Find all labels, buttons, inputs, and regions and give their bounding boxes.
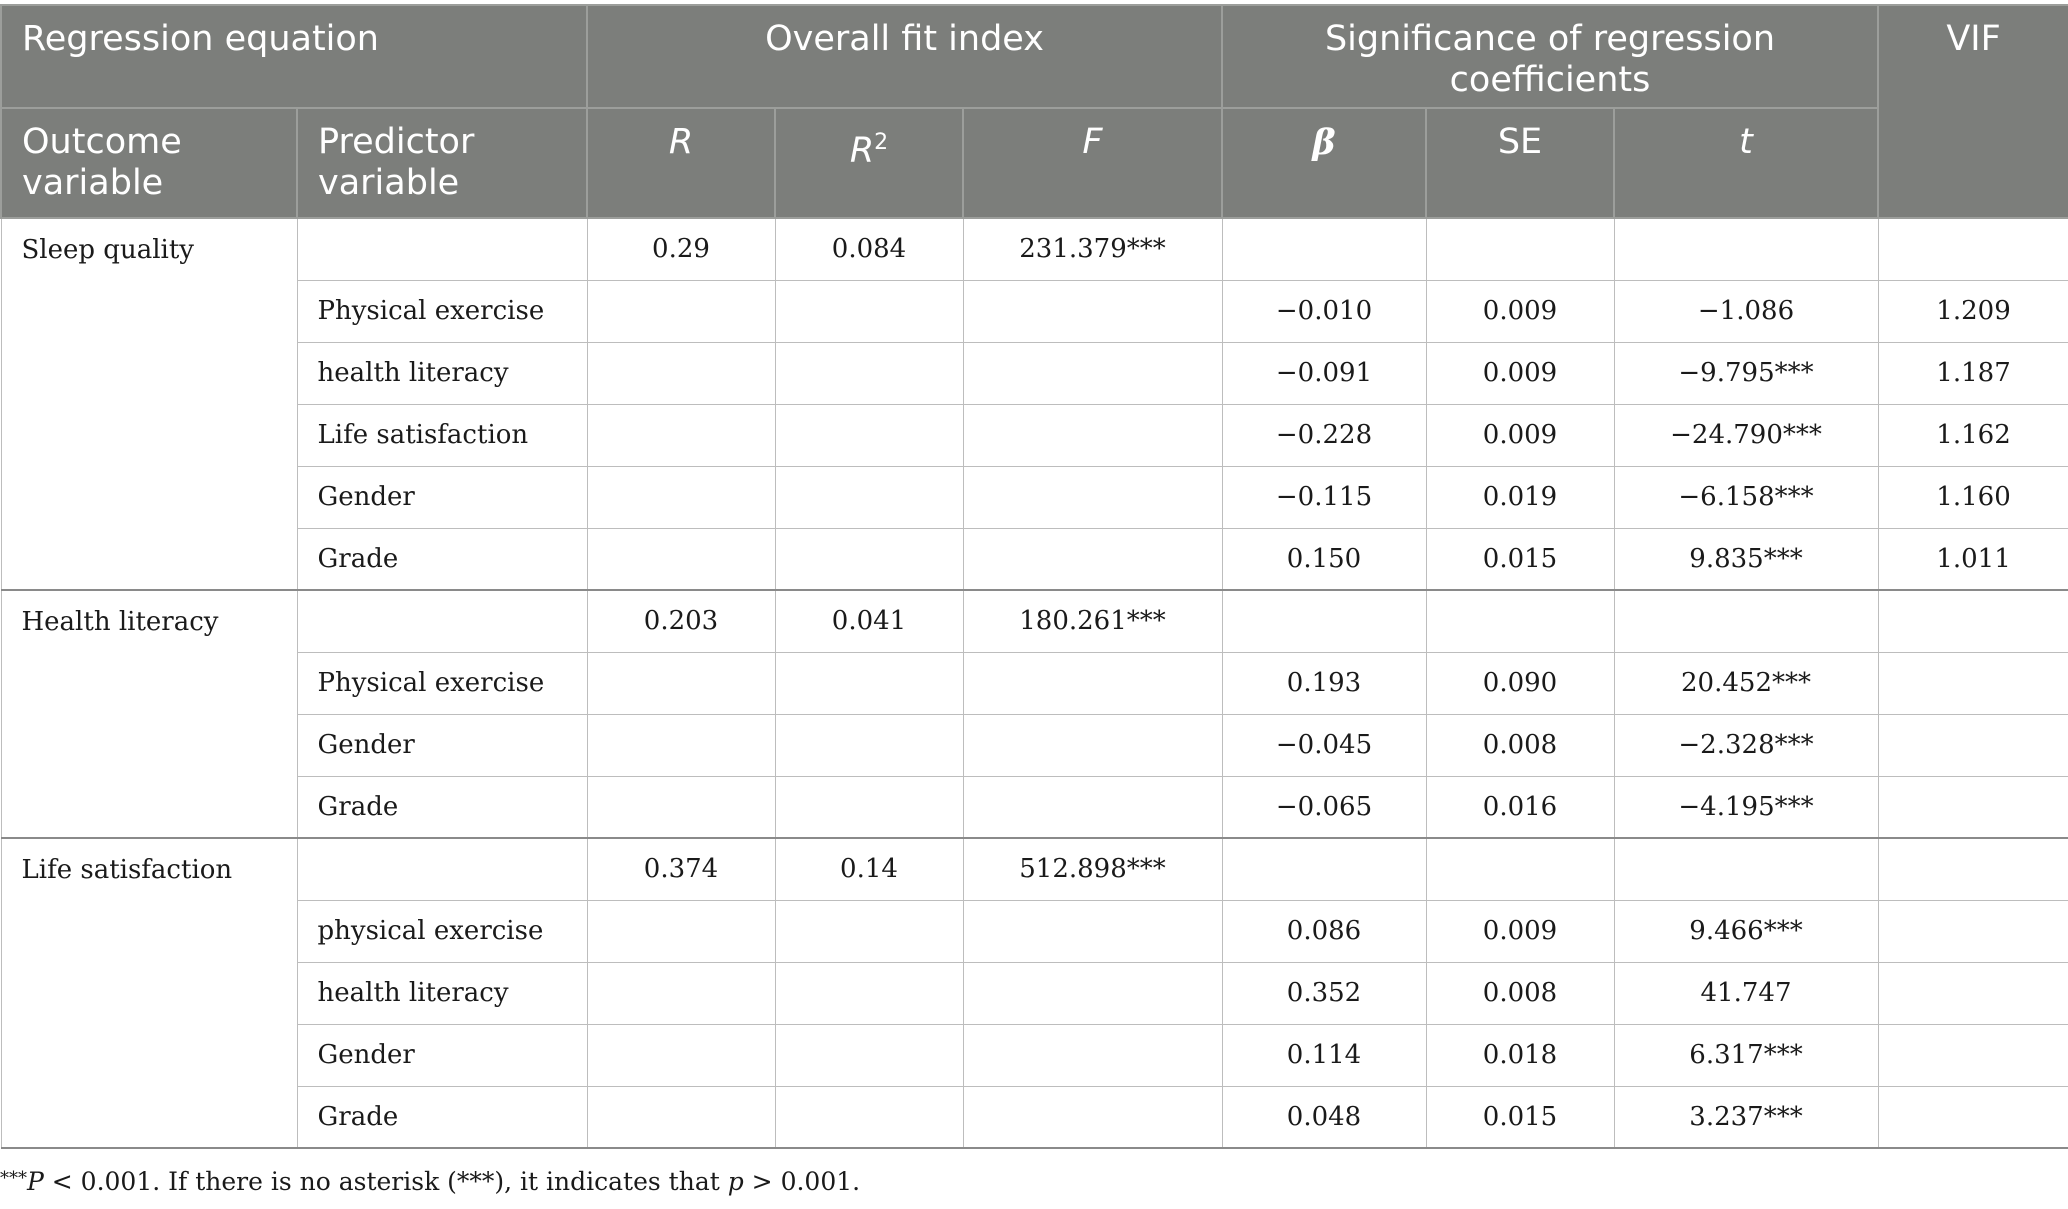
regression-table-container	[0, 4, 2068, 1196]
f-cell: 180.261***	[963, 590, 1222, 652]
vif-cell	[1878, 838, 2068, 900]
table-row	[1, 466, 2068, 528]
vif-cell	[1878, 652, 2068, 714]
f-cell: 231.379***	[963, 218, 1222, 280]
r-squared-cell: 0.084	[775, 218, 963, 280]
predictor-cell: Grade	[297, 776, 587, 838]
r-squared-cell	[775, 1086, 963, 1148]
se-cell: 0.016	[1426, 776, 1614, 838]
predictor-cell: Gender	[297, 714, 587, 776]
r-cell	[587, 528, 775, 590]
predictor-cell: Gender	[297, 1024, 587, 1086]
beta-cell: 0.086	[1222, 900, 1426, 962]
t-cell: 41.747	[1614, 962, 1878, 1024]
header-row-2	[1, 108, 2068, 218]
predictor-cell	[297, 838, 587, 900]
r-squared-cell	[775, 776, 963, 838]
se-cell	[1426, 218, 1614, 280]
r-cell	[587, 404, 775, 466]
se-cell: 0.009	[1426, 342, 1614, 404]
se-cell	[1426, 590, 1614, 652]
beta-cell: 0.114	[1222, 1024, 1426, 1086]
r-squared-cell: 0.14	[775, 838, 963, 900]
header-se: SE	[1426, 108, 1614, 218]
r-squared-cell	[775, 342, 963, 404]
predictor-cell: Life satisfaction	[297, 404, 587, 466]
vif-cell: 1.011	[1878, 528, 2068, 590]
header-t: t	[1614, 108, 1878, 218]
table-row	[1, 652, 2068, 714]
predictor-cell: physical exercise	[297, 900, 587, 962]
vif-cell	[1878, 714, 2068, 776]
t-cell: −1.086	[1614, 280, 1878, 342]
f-cell	[963, 404, 1222, 466]
r-cell: 0.203	[587, 590, 775, 652]
se-cell: 0.015	[1426, 1086, 1614, 1148]
header-overall-fit-index: Overall fit index	[587, 5, 1222, 108]
r-cell	[587, 962, 775, 1024]
r-squared-cell	[775, 280, 963, 342]
r-cell	[587, 652, 775, 714]
vif-cell: 1.187	[1878, 342, 2068, 404]
vif-cell	[1878, 590, 2068, 652]
beta-cell: −0.091	[1222, 342, 1426, 404]
t-cell	[1614, 838, 1878, 900]
r-cell	[587, 1024, 775, 1086]
predictor-cell: health literacy	[297, 342, 587, 404]
t-cell: −4.195***	[1614, 776, 1878, 838]
table-row	[1, 1086, 2068, 1148]
vif-cell: 1.162	[1878, 404, 2068, 466]
beta-cell	[1222, 218, 1426, 280]
se-cell: 0.009	[1426, 404, 1614, 466]
beta-cell: 0.193	[1222, 652, 1426, 714]
regression-table	[0, 4, 2068, 1149]
r-cell	[587, 900, 775, 962]
t-cell: −2.328***	[1614, 714, 1878, 776]
predictor-cell: Grade	[297, 528, 587, 590]
se-cell: 0.019	[1426, 466, 1614, 528]
r-squared-cell: 0.041	[775, 590, 963, 652]
vif-cell	[1878, 218, 2068, 280]
se-cell: 0.090	[1426, 652, 1614, 714]
t-cell: 6.317***	[1614, 1024, 1878, 1086]
r-squared-cell	[775, 1024, 963, 1086]
r-squared-cell	[775, 466, 963, 528]
predictor-cell: Grade	[297, 1086, 587, 1148]
header-predictor-variable: Predictor variable	[297, 108, 587, 218]
footnote-p-upper: P	[27, 1167, 44, 1196]
f-cell	[963, 776, 1222, 838]
beta-cell: −0.065	[1222, 776, 1426, 838]
footnote-p-lower: p	[727, 1167, 744, 1196]
r-cell	[587, 342, 775, 404]
f-cell	[963, 900, 1222, 962]
se-cell: 0.015	[1426, 528, 1614, 590]
r-squared-cell	[775, 962, 963, 1024]
table-row	[1, 900, 2068, 962]
f-cell	[963, 342, 1222, 404]
beta-cell: −0.010	[1222, 280, 1426, 342]
t-cell	[1614, 218, 1878, 280]
table-row	[1, 280, 2068, 342]
table-row	[1, 962, 2068, 1024]
vif-cell	[1878, 776, 2068, 838]
se-cell: 0.009	[1426, 280, 1614, 342]
predictor-cell: Gender	[297, 466, 587, 528]
se-cell: 0.008	[1426, 962, 1614, 1024]
se-cell: 0.009	[1426, 900, 1614, 962]
t-cell	[1614, 590, 1878, 652]
predictor-cell	[297, 590, 587, 652]
r-squared-cell	[775, 714, 963, 776]
r-squared-cell	[775, 652, 963, 714]
r-cell	[587, 714, 775, 776]
f-cell	[963, 280, 1222, 342]
table-row	[1, 838, 2068, 900]
beta-cell: −0.115	[1222, 466, 1426, 528]
header-r-squared-base: R	[849, 130, 875, 171]
table-body	[1, 218, 2068, 1148]
header-f: F	[963, 108, 1222, 218]
t-cell: −24.790***	[1614, 404, 1878, 466]
r-squared-cell	[775, 900, 963, 962]
outcome-variable-cell: Sleep quality	[1, 218, 297, 590]
predictor-cell: Physical exercise	[297, 652, 587, 714]
r-squared-cell	[775, 528, 963, 590]
f-cell	[963, 1024, 1222, 1086]
vif-cell	[1878, 962, 2068, 1024]
beta-cell: 0.150	[1222, 528, 1426, 590]
beta-cell: −0.228	[1222, 404, 1426, 466]
table-row	[1, 528, 2068, 590]
f-cell	[963, 962, 1222, 1024]
f-cell	[963, 714, 1222, 776]
t-cell: 20.452***	[1614, 652, 1878, 714]
table-footnote	[0, 1149, 2068, 1196]
header-r: R	[587, 108, 775, 218]
beta-cell	[1222, 590, 1426, 652]
beta-cell: 0.048	[1222, 1086, 1426, 1148]
header-regression-equation: Regression equation	[1, 5, 587, 108]
table-row	[1, 1024, 2068, 1086]
outcome-variable-cell: Health literacy	[1, 590, 297, 838]
table-row	[1, 404, 2068, 466]
r-squared-cell	[775, 404, 963, 466]
outcome-variable-cell: Life satisfaction	[1, 838, 297, 1148]
beta-cell: 0.352	[1222, 962, 1426, 1024]
header-outcome-variable: Outcome variable	[1, 108, 297, 218]
f-cell	[963, 466, 1222, 528]
table-row	[1, 218, 2068, 280]
r-cell: 0.374	[587, 838, 775, 900]
table-row	[1, 590, 2068, 652]
table-row	[1, 342, 2068, 404]
se-cell: 0.008	[1426, 714, 1614, 776]
r-cell	[587, 280, 775, 342]
footnote-text-1: < 0.001. If there is no asterisk (***), it indicates that	[43, 1167, 728, 1196]
beta-cell	[1222, 838, 1426, 900]
t-cell: 9.835***	[1614, 528, 1878, 590]
table-row	[1, 714, 2068, 776]
predictor-cell: Physical exercise	[297, 280, 587, 342]
f-cell	[963, 1086, 1222, 1148]
predictor-cell: health literacy	[297, 962, 587, 1024]
t-cell: −6.158***	[1614, 466, 1878, 528]
se-cell: 0.018	[1426, 1024, 1614, 1086]
table-row	[1, 776, 2068, 838]
t-cell: 9.466***	[1614, 900, 1878, 962]
vif-cell	[1878, 1024, 2068, 1086]
table-header	[1, 5, 2068, 218]
footnote-stars: ***	[0, 1168, 27, 1189]
r-cell	[587, 776, 775, 838]
r-cell	[587, 1086, 775, 1148]
t-cell: 3.237***	[1614, 1086, 1878, 1148]
header-r-squared-sup: 2	[874, 130, 889, 155]
header-r-squared	[775, 108, 963, 218]
vif-cell	[1878, 900, 2068, 962]
se-cell	[1426, 838, 1614, 900]
predictor-cell	[297, 218, 587, 280]
vif-cell	[1878, 1086, 2068, 1148]
vif-cell: 1.209	[1878, 280, 2068, 342]
header-beta: β	[1222, 108, 1426, 218]
f-cell	[963, 652, 1222, 714]
header-vif: VIF	[1878, 5, 2068, 218]
r-cell	[587, 466, 775, 528]
header-row-1	[1, 5, 2068, 108]
t-cell: −9.795***	[1614, 342, 1878, 404]
f-cell: 512.898***	[963, 838, 1222, 900]
header-significance: Significance of regression coefficients	[1222, 5, 1878, 108]
vif-cell: 1.160	[1878, 466, 2068, 528]
footnote-text-2: > 0.001.	[743, 1167, 861, 1196]
r-cell: 0.29	[587, 218, 775, 280]
f-cell	[963, 528, 1222, 590]
beta-cell: −0.045	[1222, 714, 1426, 776]
